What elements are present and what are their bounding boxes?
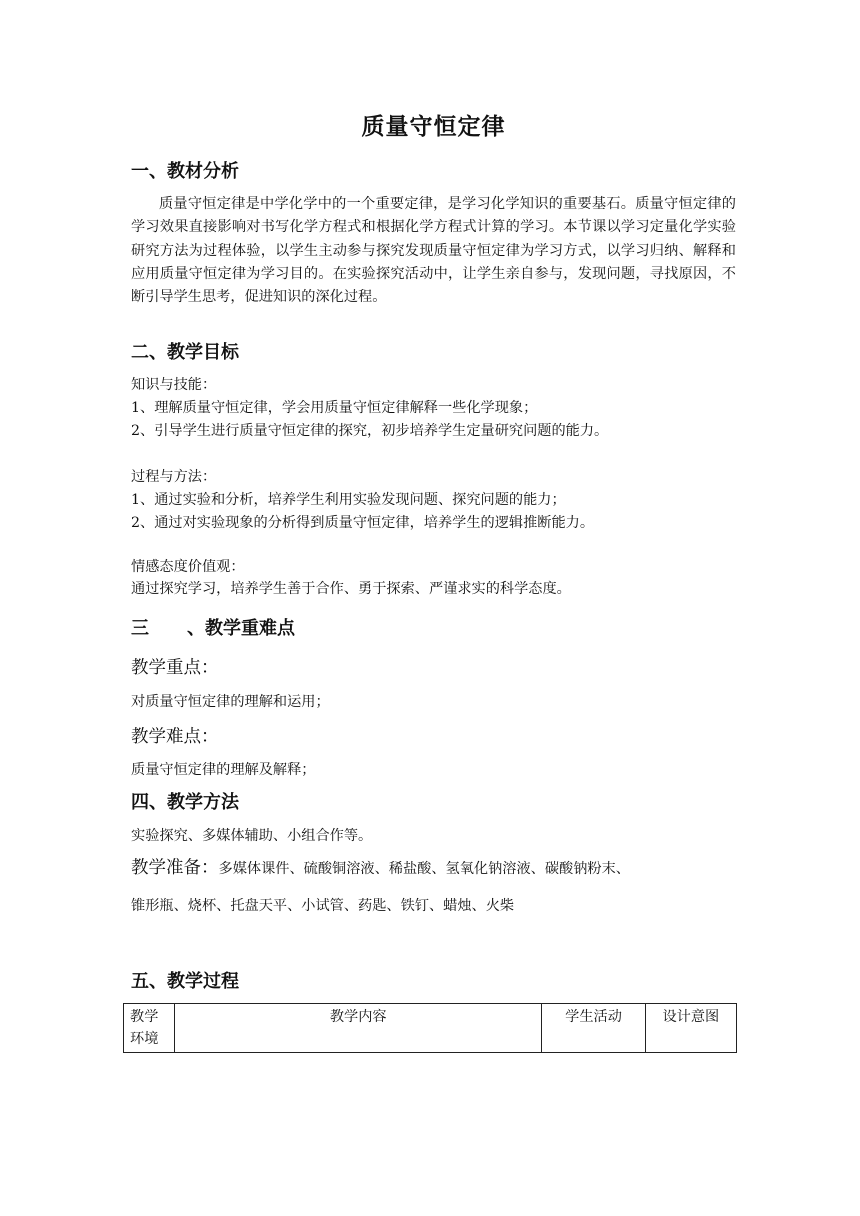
teaching-prep-line-1 xyxy=(131,857,630,880)
section-heading-key-difficult-points xyxy=(131,617,295,641)
section-3-title: 、教学重难点 xyxy=(187,618,295,639)
materials-analysis-paragraph: 质量守恒定律是中学化学中的一个重要定律，是学习化学知识的重要基石。质量守恒定律的学习效果直接影响对书写化学方程式和根据化学方程式计算的学习。本节课以学习定量化学实验研究方法为过程体验，以学生主动参与探究发现质量守恒定律为学习方式，以学习归纳、解释和应用质量守恒定律为学习目的。在实验探究活动中，让学生亲自参与，发现问题，寻找原因，不断引导学生思考，促进知识的深化过程。 xyxy=(131,196,736,306)
header-cell-student-activity: 学生活动 xyxy=(542,1004,645,1053)
teaching-methods-text: 实验探究、多媒体辅助、小组合作等。 xyxy=(131,828,373,844)
teaching-prep-text-2: 锥形瓶、烧杯、托盘天平、小试管、药匙、铁钉、蜡烛、火柴 xyxy=(131,898,515,914)
table-header-row xyxy=(124,1004,737,1053)
knowledge-item-2: 2、引导学生进行质量守恒定律的探究，初步培养学生定量研究问题的能力。 xyxy=(131,423,609,439)
difficult-point-label: 教学难点： xyxy=(131,727,219,747)
header-environment-line-2: 环境 xyxy=(130,1031,159,1047)
emotion-values-label: 情感态度价值观： xyxy=(131,559,245,575)
difficult-point-text: 质量守恒定律的理解及解释； xyxy=(131,762,316,778)
teaching-prep-label: 教学准备： xyxy=(131,858,219,878)
header-environment-line-1: 教学 xyxy=(130,1009,159,1025)
knowledge-skills-label: 知识与技能： xyxy=(131,377,217,393)
teaching-prep-text-1: 多媒体课件、硫酸铜溶液、稀盐酸、氢氧化钠溶液、碳酸钠粉末、 xyxy=(218,861,630,877)
key-point-label: 教学重点： xyxy=(131,658,219,678)
document-title: 质量守恒定律 xyxy=(361,114,506,140)
knowledge-item-1: 1、理解质量守恒定律，学会用质量守恒定律解释一些化学现象； xyxy=(131,400,538,416)
teaching-process-table xyxy=(123,1003,737,1053)
key-point-text: 对质量守恒定律的理解和运用； xyxy=(131,694,330,710)
process-item-2: 2、通过对实验现象的分析得到质量守恒定律，培养学生的逻辑推断能力。 xyxy=(131,515,595,531)
section-3-number: 三 xyxy=(131,618,149,639)
section-heading-teaching-process: 五、教学过程 xyxy=(131,971,239,992)
header-cell-environment xyxy=(124,1004,175,1053)
emotion-item-1: 通过探究学习，培养学生善于合作、勇于探索、严谨求实的科学态度。 xyxy=(131,581,571,597)
header-cell-content: 教学内容 xyxy=(175,1004,542,1053)
header-cell-design-intent: 设计意图 xyxy=(645,1004,736,1053)
process-methods-label: 过程与方法： xyxy=(131,469,217,485)
section-heading-teaching-methods: 四、教学方法 xyxy=(131,792,239,813)
section-heading-teaching-goals: 二、教学目标 xyxy=(131,342,239,363)
section-heading-materials-analysis: 一、教材分析 xyxy=(131,161,239,182)
process-item-1: 1、通过实验和分析，培养学生利用实验发现问题、探究问题的能力； xyxy=(131,492,566,508)
